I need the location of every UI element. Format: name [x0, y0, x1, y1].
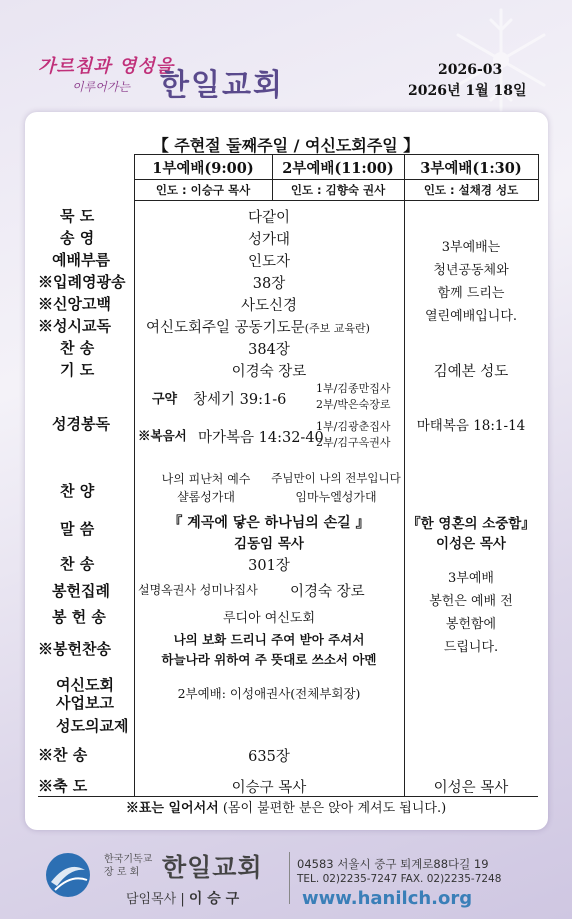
denomination-line2: 장 로 회: [104, 867, 140, 878]
prayer-value: 이경숙 장로: [231, 364, 307, 380]
label-hymn-2: 찬 송: [60, 555, 95, 573]
nt-reader-2: 2부/김구옥권사: [316, 436, 391, 449]
footer-divider: [289, 852, 290, 904]
order-grid: [38, 200, 538, 797]
church-logo-icon: [45, 852, 91, 898]
label-prayer: 기 도: [60, 361, 95, 379]
label-call-to-worship: 예배부름: [52, 251, 110, 269]
ot-reader-2: 2부/박은숙장로: [316, 398, 391, 411]
slogan-line2: 이루어가는: [72, 80, 130, 94]
bulletin-date: 2026년 1월 18일: [408, 83, 527, 99]
label-fellowship: 성도의교제: [56, 717, 129, 735]
anthem-1-choir: 샬롬성가대: [177, 490, 235, 504]
label-scripture: 성경봉독: [52, 415, 110, 433]
responsive-reading-note: (주보 교육란): [304, 322, 370, 335]
third-offering-1: 3부예배: [448, 571, 494, 586]
anthem-2-choir: 임마누엘성가대: [295, 490, 377, 504]
responsive-reading-title: 여신도회주일 공동기도문: [146, 320, 305, 336]
offering-hymn-line-1: 나의 보화 드리니 주여 받아 주셔서: [173, 632, 365, 647]
church-address: 04583 서울시 중구 퇴계로88다길 19: [297, 857, 489, 871]
service-3-name: 3부예배(1:30): [404, 155, 538, 180]
offering-helpers: 설명옥권사 성미나집사: [138, 583, 258, 597]
label-hymn-3: ※찬 송: [38, 746, 88, 764]
bulletin-number: 2026-03: [438, 62, 503, 78]
label-women-report-2: 사업보고: [56, 694, 114, 712]
third-prayer: 김예본 성도: [433, 364, 509, 380]
pastor-name: 이 승 구: [188, 891, 240, 907]
label-women-report-1: 여신도회: [56, 676, 114, 694]
column-divider: [404, 200, 405, 797]
label-hymn-1: 찬 송: [60, 339, 95, 357]
bulletin-header: [0, 0, 572, 110]
service-2-leader: 인도 : 김향숙 권사: [272, 180, 404, 201]
hymn-3-value: 635장: [248, 749, 290, 765]
third-scripture: 마태복음 18:1-14: [416, 418, 526, 434]
entrance-hymn-value: 38장: [252, 276, 286, 292]
mukdo-value: 다같이: [247, 210, 291, 226]
blank-cell: [38, 180, 134, 201]
ot-label: 구약: [152, 392, 178, 407]
label-sermon: 말 씀: [60, 520, 95, 538]
anthem-1-title: 나의 피난처 예수: [161, 472, 251, 486]
blank-cell: [38, 155, 134, 180]
label-benediction: ※축 도: [38, 777, 88, 795]
pastor-label: 담임목사 |: [126, 892, 189, 907]
service-header-table: [38, 154, 539, 201]
nt-passage: 마가복음 14:32-40: [198, 430, 324, 446]
label-songyeong: 송 영: [60, 229, 95, 247]
offering-elder: 이경숙 장로: [290, 584, 365, 600]
creed-value: 사도신경: [240, 298, 298, 314]
third-intro-4: 열린예배입니다.: [424, 309, 518, 324]
denomination: [104, 853, 152, 879]
footer-church-name: 한일교회: [162, 853, 263, 882]
denomination-line1: 한국기독교: [104, 854, 153, 865]
third-intro-1: 3부예배는: [441, 240, 501, 255]
page-title: 【 주현절 둘째주일 / 여신도회주일 】: [152, 136, 420, 155]
church-phone-fax: TEL. 02)2235-7247 FAX. 02)2235-7248: [297, 873, 502, 885]
call-to-worship-value: 인도자: [247, 254, 291, 270]
third-offering-4: 드립니다.: [443, 640, 499, 655]
slogan-line1: 가르침과 영성을: [38, 56, 174, 77]
nt-reader-1: 1부/김광춘집사: [316, 420, 391, 433]
label-creed: ※신앙고백: [38, 295, 111, 313]
label-mukdo: 묵 도: [60, 207, 95, 225]
service-2-name: 2부예배(11:00): [272, 155, 404, 180]
nt-label: ※복음서: [138, 428, 187, 443]
sermon-title: 『 계곡에 닿은 하나님의 손길 』: [168, 515, 370, 531]
third-intro-3: 함께 드리는: [437, 286, 505, 301]
benediction-value: 이승구 목사: [231, 780, 307, 796]
standing-note-rest: (몸이 불편한 분은 앉아 계셔도 됩니다.): [218, 801, 447, 816]
label-offering-hymn: ※봉헌찬송: [38, 640, 111, 658]
church-website-link[interactable]: www.hanilch.org: [302, 888, 473, 909]
responsive-reading-value: [146, 316, 370, 337]
offering-hymn-line-2: 하늘나라 위하여 주 뜻대로 쓰소서 아멘: [161, 652, 377, 667]
church-name: 한일교회: [160, 68, 284, 103]
service-1-leader: 인도 : 이승구 목사: [134, 180, 272, 201]
service-3-leader: 인도 : 설채경 성도: [404, 180, 538, 201]
hymn-1-value: 384장: [248, 342, 290, 358]
label-anthem: 찬 양: [60, 482, 95, 500]
service-1-name: 1부예배(9:00): [134, 155, 272, 180]
third-preacher: 이성은 목사: [436, 536, 506, 552]
ot-passage: 창세기 39:1-6: [193, 392, 287, 408]
ot-reader-1: 1부/김종만집사: [316, 382, 391, 395]
column-divider: [134, 200, 135, 797]
women-report-value: 2부예배: 이성애권사(전체부회장): [177, 686, 361, 701]
third-offering-3: 봉헌함에: [445, 617, 497, 632]
label-responsive-reading: ※성시교독: [38, 317, 111, 335]
standing-note: [0, 797, 572, 816]
third-offering-2: 봉헌은 예배 전: [429, 594, 513, 609]
preacher: 김동임 목사: [234, 536, 304, 552]
anthem-2-title: 주님만이 나의 전부입니다: [271, 471, 401, 485]
hymn-2-value: 301장: [248, 558, 290, 574]
third-intro-2: 청년공동체와: [433, 263, 509, 278]
offering-song-value: 루디아 여신도회: [222, 611, 316, 626]
senior-pastor: [126, 888, 239, 908]
third-sermon-title: 『한 영혼의 소중함』: [407, 516, 535, 532]
third-benediction: 이성은 목사: [433, 780, 509, 796]
label-offering-song: 봉 헌 송: [52, 608, 106, 626]
label-entrance-hymn: ※입례영광송: [38, 273, 126, 291]
standing-note-bold: ※표는 일어서서: [125, 801, 219, 816]
label-offering-officiant: 봉헌집례: [52, 582, 110, 600]
songyeong-value: 성가대: [247, 232, 291, 248]
